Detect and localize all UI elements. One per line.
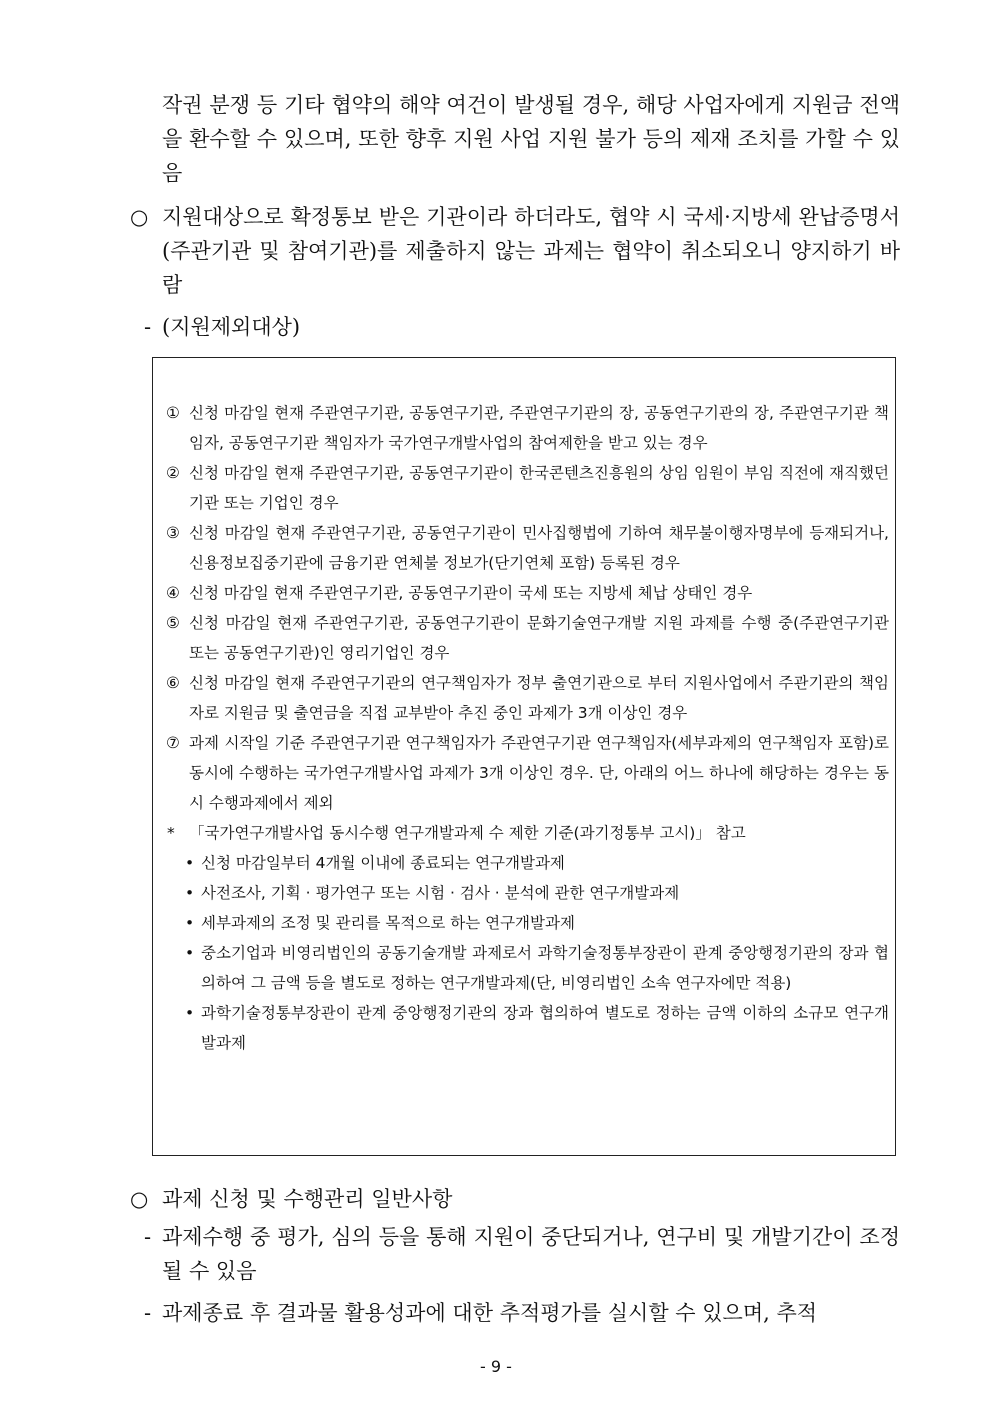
bullet-text: 신청 마감일부터 4개월 이내에 종료되는 연구개발과제 — [201, 854, 565, 872]
item-text: 신청 마감일 현재 주관연구기관, 공동연구기관, 주관연구기관의 장, 공동연구기관의 장, 주관연구기관 책임자, 공동연구기관 책임자가 국가연구개발사업의 참여제한을 받고 있는 경우 — [189, 404, 889, 452]
exclusion-heading-text: (지원제외대상) — [162, 315, 301, 339]
bullet-item — [161, 908, 889, 938]
list-item — [161, 608, 889, 668]
paragraph-text: 지원대상으로 확정통보 받은 기관이라 하더라도, 협약 시 국세·지방세 완납증명서 (주관기관 및 참여기관)를 제출하지 않는 과제는 협약이 취소되오니 양지하기 바람 — [162, 205, 900, 297]
item-number: ⑦ — [166, 734, 180, 752]
bullet-text: 세부과제의 조정 및 관리를 목적으로 하는 연구개발과제 — [201, 914, 575, 932]
bullet-dot-icon: • — [185, 884, 195, 902]
item-number: ⑤ — [166, 614, 180, 632]
note-text: 「국가연구개발사업 동시수행 연구개발과제 수 제한 기준(과기정통부 고시)」 참고 — [189, 824, 746, 842]
item-text: 신청 마감일 현재 주관연구기관, 공동연구기관이 문화기술연구개발 지원 과제를 수행 중(주관연구기관 또는 공동연구기관)인 영리기업인 경우 — [189, 614, 889, 662]
general-item-text: 과제종료 후 결과물 활용성과에 대한 추적평가를 실시할 수 있으며, 추적 — [162, 1301, 818, 1325]
list-item — [161, 578, 889, 608]
item-text: 신청 마감일 현재 주관연구기관의 연구책임자가 정부 출연기관으로 부터 지원사업에서 주관기관의 책임자로 지원금 및 출연금을 직접 교부받아 추진 중인 과제가 3개 이상인 경우 — [189, 674, 889, 722]
circle-bullet-icon: ○ — [130, 205, 149, 229]
item-number: ④ — [166, 584, 180, 602]
bullet-dot-icon: • — [185, 914, 195, 932]
page-number: - 9 - — [480, 1357, 512, 1376]
general-heading — [130, 1182, 900, 1216]
item-number: ⑥ — [166, 674, 180, 692]
item-text: 신청 마감일 현재 주관연구기관, 공동연구기관이 국세 또는 지방세 체납 상태인 경우 — [189, 584, 753, 602]
bullet-item — [161, 848, 889, 878]
item-number: ③ — [166, 524, 180, 542]
bullet-item — [161, 878, 889, 908]
dash-marker: - — [144, 1301, 152, 1325]
bullet-item — [161, 938, 889, 998]
list-item — [161, 668, 889, 728]
circle-bullet-icon: ○ — [130, 1187, 149, 1211]
list-item — [161, 728, 889, 818]
bullet-text: 중소기업과 비영리법인의 공동기술개발 과제로서 과학기술정통부장관이 관계 중앙행정기관의 장과 협의하여 그 금액 등을 별도로 정하는 연구개발과제(단, 비영리법인 소속 연구자에만 적용) — [201, 944, 889, 992]
dash-marker: - — [144, 315, 152, 339]
general-item — [130, 1220, 900, 1288]
list-item — [161, 398, 889, 458]
paragraph-continuation — [130, 88, 900, 190]
bullet-text: 사전조사, 기획 · 평가연구 또는 시험 · 검사 · 분석에 관한 연구개발과제 — [201, 884, 680, 902]
general-heading-text: 과제 신청 및 수행관리 일반사항 — [162, 1187, 453, 1211]
bullet-text: 과학기술정통부장관이 관계 중앙행정기관의 장과 협의하여 별도로 정하는 금액 이하의 소규모 연구개발과제 — [201, 1004, 889, 1052]
general-item-text: 과제수행 중 평가, 심의 등을 통해 지원이 중단되거나, 연구비 및 개발기간이 조정될 수 있음 — [162, 1225, 900, 1283]
exclusion-heading — [130, 310, 900, 344]
asterisk-marker: * — [167, 824, 175, 842]
reference-note — [161, 818, 889, 848]
item-text: 신청 마감일 현재 주관연구기관, 공동연구기관이 한국콘텐츠진흥원의 상임 임원이 부임 직전에 재직했던 기관 또는 기업인 경우 — [189, 464, 889, 512]
item-number: ① — [166, 404, 180, 422]
item-text: 과제 시작일 기준 주관연구기관 연구책임자가 주관연구기관 연구책임자(세부과제의 연구책임자 포함)로 동시에 수행하는 국가연구개발사업 과제가 3개 이상인 경우. 단, 아래의 어느 하나에 해당하는 경우는 동시 수행과제에서 제외 — [189, 734, 889, 812]
paragraph-text: 작권 분쟁 등 기타 협약의 해약 여건이 발생될 경우, 해당 사업자에게 지원금 전액을 환수할 수 있으며, 또한 향후 지원 사업 지원 불가 등의 제재 조치를 가할 수 있음 — [162, 93, 900, 185]
bullet-item — [161, 998, 889, 1058]
exclusion-list — [161, 398, 889, 1058]
list-item — [161, 518, 889, 578]
bullet-dot-icon: • — [185, 1004, 195, 1022]
item-number: ② — [166, 464, 180, 482]
general-item — [130, 1296, 900, 1330]
paragraph-tax-certificate — [130, 200, 900, 302]
exclusion-box — [152, 357, 896, 1156]
dash-marker: - — [144, 1225, 152, 1249]
list-item — [161, 458, 889, 518]
bullet-dot-icon: • — [185, 854, 195, 872]
item-text: 신청 마감일 현재 주관연구기관, 공동연구기관이 민사집행법에 기하여 채무불이행자명부에 등재되거나, 신용정보집중기관에 금융기관 연체불 정보가(단기연체 포함) 등록된 경우 — [189, 524, 889, 572]
bullet-dot-icon: • — [185, 944, 195, 962]
